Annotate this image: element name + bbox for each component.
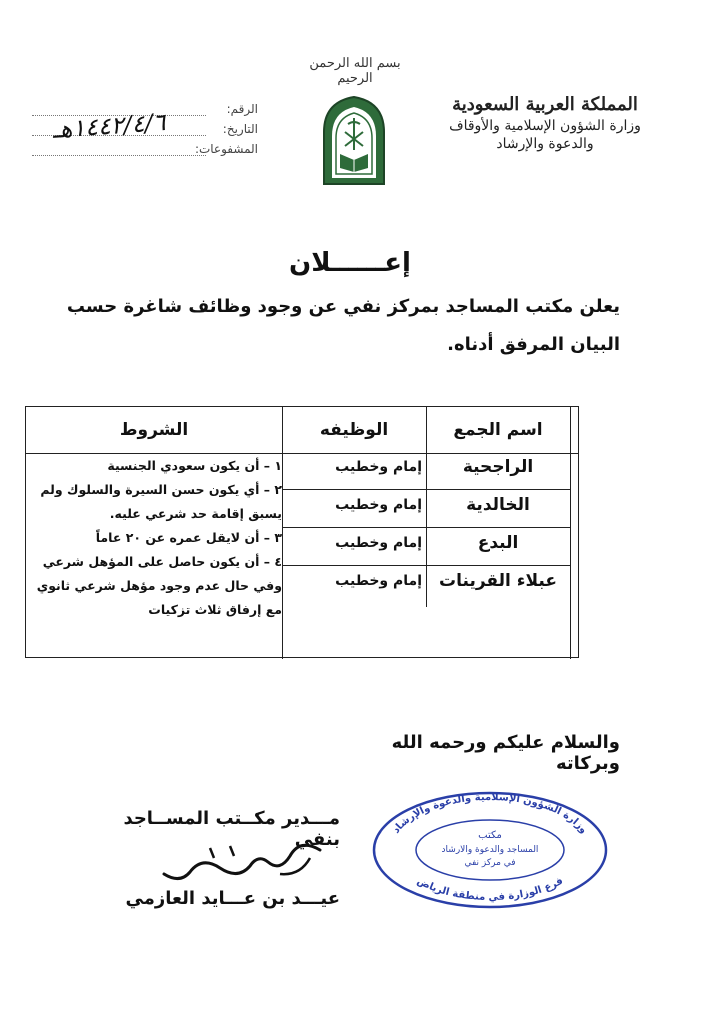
condition-line: ١ – أن يكون سعودي الجنسية (107, 458, 282, 473)
header-job: الوظيفه (319, 420, 389, 440)
ministry-logo-icon (318, 94, 390, 186)
stamp-inner-2: المساجد والدعوة والارشاد (441, 845, 539, 855)
conditions-list (32, 454, 282, 622)
stamp-outer-top: وزارة الشؤون الإسلامية والدعوة والإرشاد (390, 791, 590, 836)
stamp-inner-3: في مركز نفي (464, 858, 516, 868)
condition-line: يسبق إقامة حد شرعي عليه. (109, 506, 282, 521)
signatory-name: عيـــد بن عـــايد العازمي (125, 888, 340, 909)
job-cell: إمام وخطيب (335, 459, 422, 475)
vacancies-table (25, 406, 579, 658)
ref-number-label: الرقم: (226, 102, 258, 116)
job-cell: إمام وخطيب (335, 535, 422, 551)
closing-greeting: والسلام عليكم ورحمه الله وبركاته (391, 732, 620, 774)
condition-line: ٢ – أي يكون حسن السيرة والسلوك ولم (40, 482, 282, 497)
ref-attachments-label: المشفوعات: (194, 142, 258, 156)
mosque-cell: البدع (477, 533, 519, 553)
stamp-outer-bottom: فرع الوزارة في منطقة الرياض (415, 875, 566, 904)
ministry-line2: والدعوة والإرشاد (496, 136, 594, 152)
signatory-title: مـــدير مكــتب المســاجد بنفي (123, 808, 340, 850)
header-mosque: اسم الجمع (453, 420, 543, 440)
announcement-body: يعلن مكتب المساجد بمركز نفي عن وجود وظائف شاغرة حسب البيان المرفق أدناه. (66, 296, 620, 355)
condition-line: ٣ – أن لايقل عمره عن ٢٠ عاماً (95, 530, 282, 545)
handwritten-date: ١٤٤٢/٤/٦هـ (51, 108, 167, 144)
condition-line: مع إرفاق ثلاث تزكيات (148, 602, 282, 617)
ref-date-label: التاريخ: (222, 122, 258, 136)
basmala: بسم الله الرحمن الرحيم (309, 56, 401, 86)
mosque-cell: الخالدية (466, 495, 530, 515)
mosque-cell: عبلاء القرينات (439, 571, 557, 591)
job-cell: إمام وخطيب (335, 573, 422, 589)
ministry-line1: وزارة الشؤون الإسلامية والأوقاف (449, 118, 641, 134)
job-cell: إمام وخطيب (335, 497, 422, 513)
header-conditions: الشروط (119, 420, 189, 440)
official-stamp (370, 790, 610, 910)
condition-line: وفي حال عدم وجود مؤهل شرعي ثانوي (36, 578, 282, 593)
handwritten-signature (150, 828, 330, 888)
stamp-inner-1: مكتب (478, 830, 502, 841)
condition-line: ٤ – أن يكون حاصل على المؤهل شرعي (42, 554, 282, 569)
ministry-header (445, 94, 645, 152)
mosque-cell: الراجحية (462, 457, 534, 477)
announcement-title: إعــــــلان (289, 248, 411, 278)
kingdom-name: المملكة العربية السعودية (452, 94, 638, 115)
